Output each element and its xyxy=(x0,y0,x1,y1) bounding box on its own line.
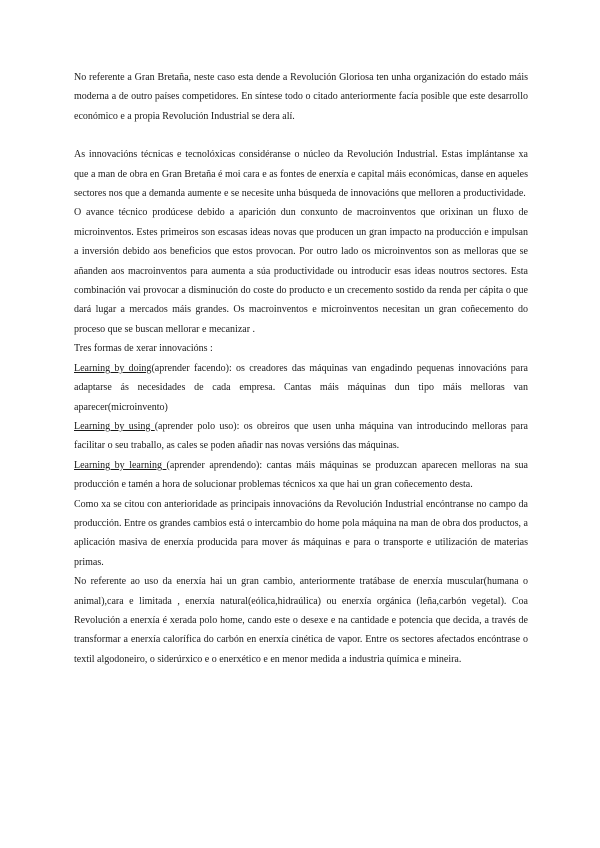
paragraph-learning-by-using xyxy=(74,417,528,456)
term-learning-by-doing: Learning by doing xyxy=(74,362,152,374)
paragraph-learning-by-doing xyxy=(74,359,528,417)
definition-learning-by-learning: (aprender aprendendo): cantas máis máquinas se produzcan aparecen melloras na sua producción e tamén a hora de solucionar problemas técnicos xa que hai un gran coñecemento desta. xyxy=(74,459,528,491)
paragraph-producion: Como xa se citou con anterioridade as principais innovacións da Revolución Industrial encóntranse no campo da producción. Entre os grandes cambios está o intercambio do home pola máquina na man de obra dos productos, a aplicación masiva de enerxía producida para mover ás máquinas e para o transporte e utilización de materias primas. xyxy=(74,498,528,568)
document-body xyxy=(74,68,528,669)
paragraph-enerxia: No referente ao uso da enerxía hai un gran cambio, anteriormente tratábase de enerxía muscular(humana o animal),cara e limitada , enerxía natural(eólica,hidraúlica) ou enerxía orgánica (leña,carbón vegetal). Coa Revolución a enerxía é xerada polo home, cando este o desexe e na cantidade e potencia que decida, a través de transformar a enerxía calorífica do carbón en enerxía cinética de vapor. Entre os sectores afectados encóntrase o textil algodoneiro, o siderúrxico e o enerxético e en menor medida a industria química e mineira. xyxy=(74,576,528,665)
term-learning-by-using: Learning by using xyxy=(74,420,155,432)
paragraph-avance-tecnico: O avance técnico prodúcese debido a aparición dun conxunto de macroinventos que orixinan un fluxo de microinventos. Estes primeiros son escasas ideas novas que producen un gran impacto na producción e impulsan a inversión debido aos beneficios que estos provocan. Por outro lado os microinventos son as melloras que se añanden aos macroinventos para aumenta a súa productividade ou introducir esas ideas noutros sectores. Esta combinación vai provocar a disminución do coste do producto e un crecemento sostido da renda per cápita o que dará lugar a mercados máis grandes. Os macroinventos e microinventos necesitan un gran coñecemento do proceso que se buscan mellorar e mecanizar . xyxy=(74,207,528,335)
paragraph-gran-bretana: No referente a Gran Bretaña, neste caso esta dende a Revolución Gloriosa ten unha organización do estado máis moderna a de outro países competidores. En síntese todo o citado anteriormente facía posible que este desarrollo económico e a propia Revolución Industrial se dera alí. xyxy=(74,72,528,122)
definition-learning-by-doing: (aprender facendo): os creadores das máquinas van engadindo pequenas innovacións para adaptarse ás necesidades de cada empresa. Cantas máis máquinas dun tipo máis melloras van aparecer(microinvento) xyxy=(74,362,528,413)
paragraph-tres-formas: Tres formas de xerar innovacións : xyxy=(74,343,213,355)
paragraph-learning-by-learning xyxy=(74,456,528,495)
term-learning-by-learning: Learning by learning xyxy=(74,459,167,471)
paragraph-innovacions: As innovacións técnicas e tecnolóxicas considéranse o núcleo da Revolución Industrial. Estas implántanse xa que a man de obra en Gran Bretaña é moi cara e as fontes de enerxía e capital máis económicas, danse en aqueles sectores nos que a demanda aumente e se necesite unha búsqueda de innovacións que melloren a productividade. xyxy=(74,149,528,200)
definition-learning-by-using: (aprender polo uso): os obreiros que usen unha máquina van introducindo melloras para facilitar o seu traballo, as cales se poden añadir nas novas versións das máquinas. xyxy=(74,420,528,452)
